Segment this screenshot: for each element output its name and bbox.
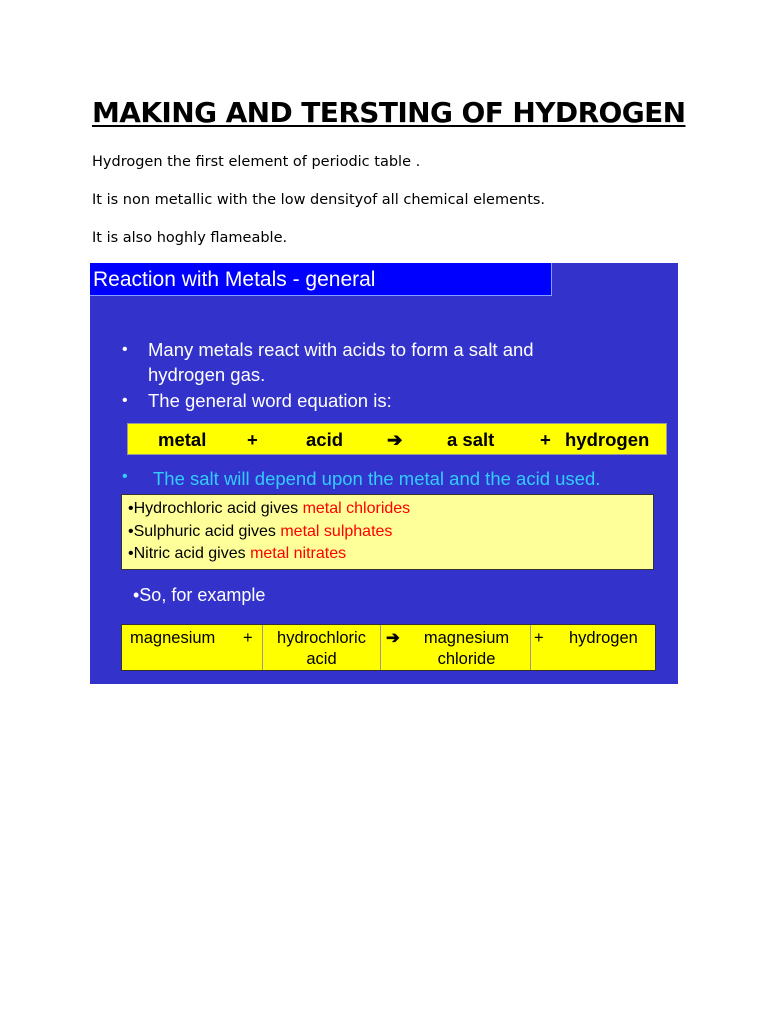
bullet-text: The general word equation is:	[148, 390, 392, 411]
arrow-icon: ➔	[387, 429, 403, 450]
slide-image	[90, 263, 678, 684]
example-cell	[262, 625, 380, 670]
acid-row-prefix: •Nitric acid gives	[128, 545, 251, 562]
page-title: MAKING AND TERSTING OF HYDROGEN	[92, 96, 686, 129]
acid-row-prefix: •Sulphuric acid gives	[128, 523, 281, 540]
slide-title: Reaction with Metals - general	[90, 263, 552, 296]
example-product: chloride	[437, 650, 496, 668]
equation-hydrogen: hydrogen	[565, 429, 650, 450]
equation-plus: +	[247, 429, 258, 450]
example-equation	[121, 624, 656, 671]
word-equation	[127, 423, 667, 455]
example-magnesium: magnesium	[130, 629, 216, 647]
paragraph-3: It is also hoghly flameable.	[92, 230, 288, 246]
example-cell	[122, 625, 265, 670]
example-reactant: acid	[306, 650, 337, 668]
equation-acid: acid	[306, 429, 344, 450]
example-reactant: hydrochloric	[277, 629, 366, 647]
example-hydrogen: hydrogen	[569, 629, 638, 647]
acid-row	[128, 523, 392, 541]
bullet-text: hydrogen gas.	[148, 364, 266, 385]
bullet-dot: •	[122, 392, 128, 409]
example-plus: +	[243, 629, 253, 647]
bullet-dot: •	[122, 341, 128, 358]
acid-row	[128, 545, 346, 563]
paragraph-2: It is non metallic with the low densityof all chemical elements.	[92, 192, 546, 208]
bullet-dot: •	[122, 468, 128, 485]
acid-row-prefix: •Hydrochloric acid gives	[128, 500, 303, 517]
example-cell	[380, 625, 530, 670]
paragraph-1: Hydrogen the first element of periodic table .	[92, 154, 421, 170]
equation-metal: metal	[158, 429, 207, 450]
example-product: magnesium	[423, 629, 510, 647]
arrow-icon: ➔	[386, 629, 400, 647]
equation-salt: a salt	[447, 429, 495, 450]
acid-products-box	[121, 494, 654, 570]
acid-row-product: metal nitrates	[250, 545, 347, 562]
example-cell	[530, 625, 657, 670]
acid-row	[128, 500, 410, 518]
example-plus: +	[534, 629, 544, 647]
example-label: •So, for example	[133, 585, 266, 605]
acid-row-product: metal sulphates	[280, 523, 393, 540]
acid-row-product: metal chlorides	[302, 500, 411, 517]
equation-plus: +	[540, 429, 551, 450]
salt-note-text: The salt will depend upon the metal and the acid used.	[153, 468, 601, 489]
bullet-text: Many metals react with acids to form a salt and	[148, 339, 534, 360]
